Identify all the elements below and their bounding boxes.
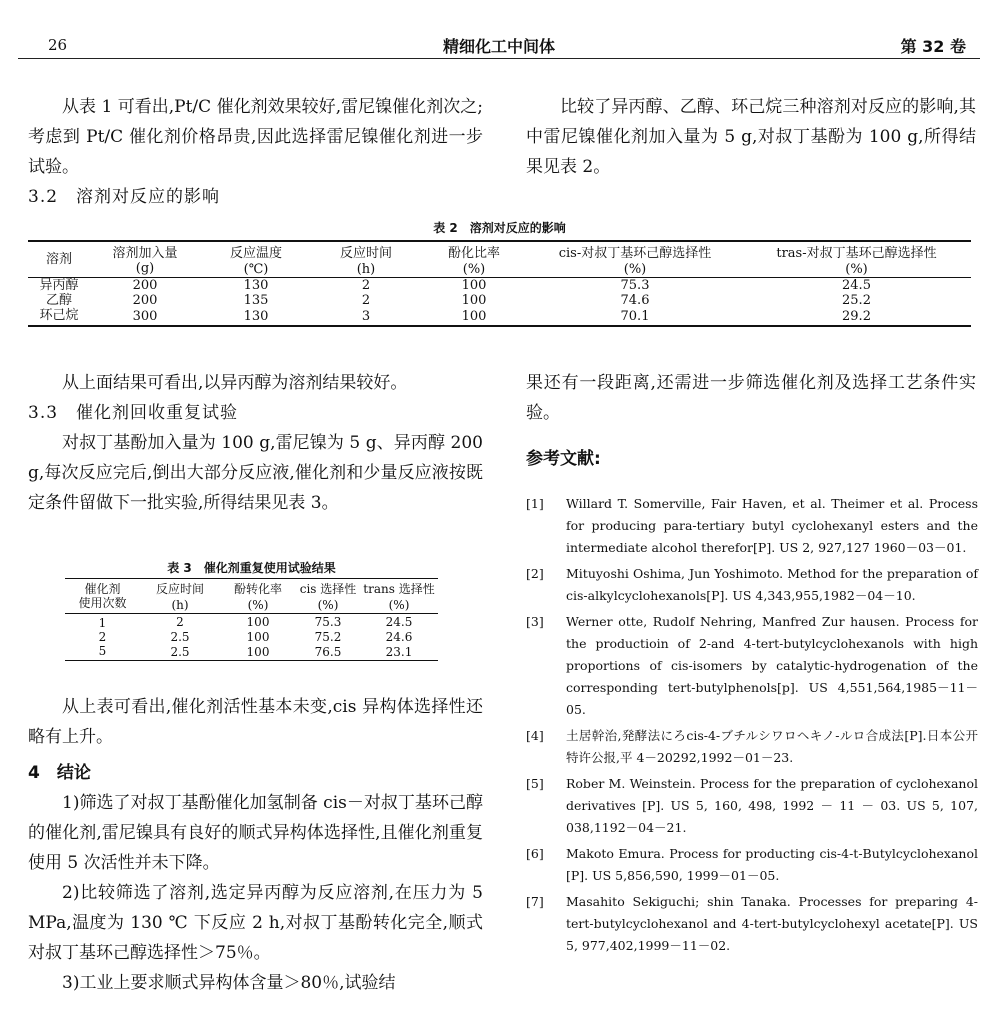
volume-label: 第 32 卷 <box>900 37 966 56</box>
table3-header: 酚转化率 <box>220 579 296 597</box>
paragraph: 果还有一段距离,还需进一步筛选催化剂及选择工艺条件实验。 <box>526 373 976 423</box>
left-column-top <box>28 92 483 212</box>
reference-item <box>526 493 978 559</box>
left-column-bottom <box>28 692 483 998</box>
reference-text: Werner otte, Rudolf Nehring, Manfred Zur hausen. Process for the productioin of 2-and 4-tert-butylcyclohexanols with high proportions of cis-isomers by catalytic-hydrogenation of the corresponding tert-butylphenols[p]. US 4,551,564,1985－11－05. <box>566 614 978 717</box>
table-cell: 24.5 <box>842 278 871 293</box>
table2-unit: (%) <box>528 261 742 278</box>
reference-item <box>526 611 978 721</box>
table3-header: 使用次数 <box>65 596 140 614</box>
section-heading-4: 4 结论 <box>28 763 91 783</box>
table-cell: 70.1 <box>528 308 742 326</box>
table-cell: 2 <box>176 615 184 629</box>
table-cell: 5 <box>65 644 140 661</box>
table-cell: 200 <box>132 278 158 293</box>
reference-text: Willard T. Somerville, Fair Haven, et al. Theimer et al. Process for producing para-tertiary butyl cyclohexanyl esters and the intermediate alcohol therefor[P]. US 2, 927,127 1960－03－01. <box>566 496 978 555</box>
journal-title: 精细化工中间体 <box>442 37 555 56</box>
reference-item <box>526 725 978 769</box>
table3-header: 催化剂 <box>65 579 140 597</box>
reference-number: [2] <box>526 566 544 581</box>
table-cell: 29.2 <box>742 308 971 326</box>
table-cell: 2.5 <box>140 644 220 661</box>
table-cell: 2 <box>361 278 371 293</box>
table2-unit: (h) <box>312 261 420 278</box>
references-title: 参考文献: <box>526 449 601 469</box>
page-number: 26 <box>48 36 68 54</box>
table-cell: 300 <box>90 308 200 326</box>
table-cell: 135 <box>243 293 269 308</box>
reference-item <box>526 773 978 839</box>
table3-header: (%) <box>360 596 438 614</box>
table-cell: 环己烷 <box>28 308 90 326</box>
table-cell: 75.3 <box>314 615 342 629</box>
table-row <box>65 630 438 644</box>
table2-header: 反应时间 <box>312 241 420 261</box>
reference-number: [1] <box>526 496 544 511</box>
table3-header: (%) <box>296 596 360 614</box>
table3-header: (h) <box>140 596 220 614</box>
table-cell: 74.6 <box>620 293 650 308</box>
reference-number: [6] <box>526 846 544 861</box>
running-header <box>18 6 980 59</box>
table-cell: 23.1 <box>360 644 438 661</box>
section-heading-3-3: 3.3 催化剂回收重复试验 <box>28 403 239 423</box>
table-cell: 24.6 <box>385 630 413 644</box>
right-column-top <box>526 92 976 182</box>
table2-header: 溶剂加入量 <box>90 241 200 261</box>
table-row <box>28 278 971 294</box>
table-row <box>65 614 438 631</box>
table3 <box>65 578 438 661</box>
reference-item <box>526 891 978 957</box>
reference-list <box>526 493 978 961</box>
table-cell: 25.2 <box>842 293 871 308</box>
table-cell: 24.5 <box>385 615 413 629</box>
table-row <box>28 308 971 326</box>
table-cell: 3 <box>312 308 420 326</box>
table-cell: 2.5 <box>170 630 190 644</box>
table-cell: 乙醇 <box>45 293 72 308</box>
reference-item <box>526 843 978 887</box>
table-cell: 200 <box>132 293 158 308</box>
table-cell: 1 <box>98 616 107 630</box>
table3-header: cis 选择性 <box>296 579 360 597</box>
right-column-middle <box>526 368 976 474</box>
paragraph: 2)比较筛选了溶剂,选定异丙醇为反应溶剂,在压力为 5 MPa,温度为 130 ℃ 下反应 2 h,对叔丁基酚转化完全,顺式对叔丁基环己醇选择性＞75％。 <box>28 883 483 963</box>
section-heading-3-2: 3.2 溶剂对反应的影响 <box>28 187 221 207</box>
table-row <box>65 644 438 661</box>
paragraph: 从上表可看出,催化剂活性基本未变,cis 异构体选择性还略有上升。 <box>28 697 483 747</box>
reference-number: [3] <box>526 614 544 629</box>
table-cell: 100 <box>246 615 270 629</box>
table-cell: 2 <box>98 630 107 644</box>
table2-header: 酚化比率 <box>420 241 528 261</box>
table2-header: 反应温度 <box>200 241 312 261</box>
table3-header: trans 选择性 <box>360 579 438 597</box>
paragraph: 从表 1 可看出,Pt/C 催化剂效果较好,雷尼镍催化剂次之;考虑到 Pt/C 催化剂价格昂贵,因此选择雷尼镍催化剂进一步试验。 <box>28 97 483 177</box>
paragraph: 3)工业上要求顺式异构体含量＞80％,试验结 <box>62 973 396 993</box>
table2-unit: (%) <box>420 261 528 278</box>
reference-number: [5] <box>526 776 544 791</box>
table-cell: 75.3 <box>620 278 650 293</box>
table-cell: 100 <box>461 278 487 293</box>
table3-header: 反应时间 <box>140 579 220 597</box>
paragraph: 对叔丁基酚加入量为 100 g,雷尼镍为 5 g、异丙醇 200 g,每次反应完后,倒出大部分反应液,催化剂和少量反应液按既定条件留做下一批实验,所得结果见表 3。 <box>28 433 483 513</box>
table-cell: 75.2 <box>314 630 342 644</box>
table-row <box>28 293 971 308</box>
table2-header: tras-对叔丁基环己醇选择性 <box>742 241 971 261</box>
table-cell: 100 <box>246 630 270 644</box>
table2-caption: 表 2 溶剂对反应的影响 <box>433 221 566 235</box>
paragraph: 从上面结果可看出,以异丙醇为溶剂结果较好。 <box>62 373 408 393</box>
table-cell: 130 <box>243 278 269 293</box>
reference-text: Masahito Sekiguchi; shin Tanaka. Processes for preparing 4-tert-butylcyclohexanol and 4-tert-butylcyclohexyl acetate[P]. US 5, 977,402,1999－11－02. <box>566 894 978 953</box>
table-cell: 130 <box>200 308 312 326</box>
table-cell: 76.5 <box>296 644 360 661</box>
left-column-middle <box>28 368 483 518</box>
paragraph: 比较了异丙醇、乙醇、环己烷三种溶剂对反应的影响,其中雷尼镍催化剂加入量为 5 g,对叔丁基酚为 100 g,所得结果见表 2。 <box>526 97 976 177</box>
table-cell: 100 <box>420 308 528 326</box>
table2-unit: (%) <box>742 261 971 278</box>
table3-caption: 表 3 催化剂重复使用试验结果 <box>167 561 336 575</box>
table2 <box>28 240 971 327</box>
reference-item <box>526 563 978 607</box>
table-cell: 100 <box>220 644 296 661</box>
table2-unit: (g) <box>90 261 200 278</box>
reference-text: 土居幹治,発酵法にろcis-4-ブチルシワロヘキノ-ルロ合成法[P].日本公开特许公报,平 4－20292,1992－01－23. <box>566 728 978 765</box>
table-cell: 100 <box>461 293 487 308</box>
table2-header: cis-对叔丁基环己醇选择性 <box>528 241 742 261</box>
table-cell: 2 <box>361 293 371 308</box>
reference-text: Makoto Emura. Process for producting cis-4-t-Butylcyclohexanol [P]. US 5,856,590, 1999－01－05. <box>566 846 978 883</box>
table2-unit: (℃) <box>200 261 312 278</box>
reference-number: [7] <box>526 894 544 909</box>
reference-text: Mituyoshi Oshima, Jun Yoshimoto. Method for the preparation of cis-alkylcyclohexanols[P]. US 4,343,955,1982－04－10. <box>566 566 978 603</box>
paragraph: 1)筛选了对叔丁基酚催化加氢制备 cis－对叔丁基环己醇的催化剂,雷尼镍具有良好的顺式异构体选择性,且催化剂重复使用 5 次活性并未下降。 <box>28 793 483 873</box>
table-cell: 异丙醇 <box>39 278 79 293</box>
reference-number: [4] <box>526 728 544 743</box>
table3-header: (%) <box>220 596 296 614</box>
reference-text: Rober M. Weinstein. Process for the preparation of cyclohexanol derivatives [P]. US 5, 160, 498, 1992 － 11 － 03. US 5, 107, 038,1192－04－21. <box>566 776 978 835</box>
table2-header-solvent: 溶剂 <box>28 241 90 278</box>
